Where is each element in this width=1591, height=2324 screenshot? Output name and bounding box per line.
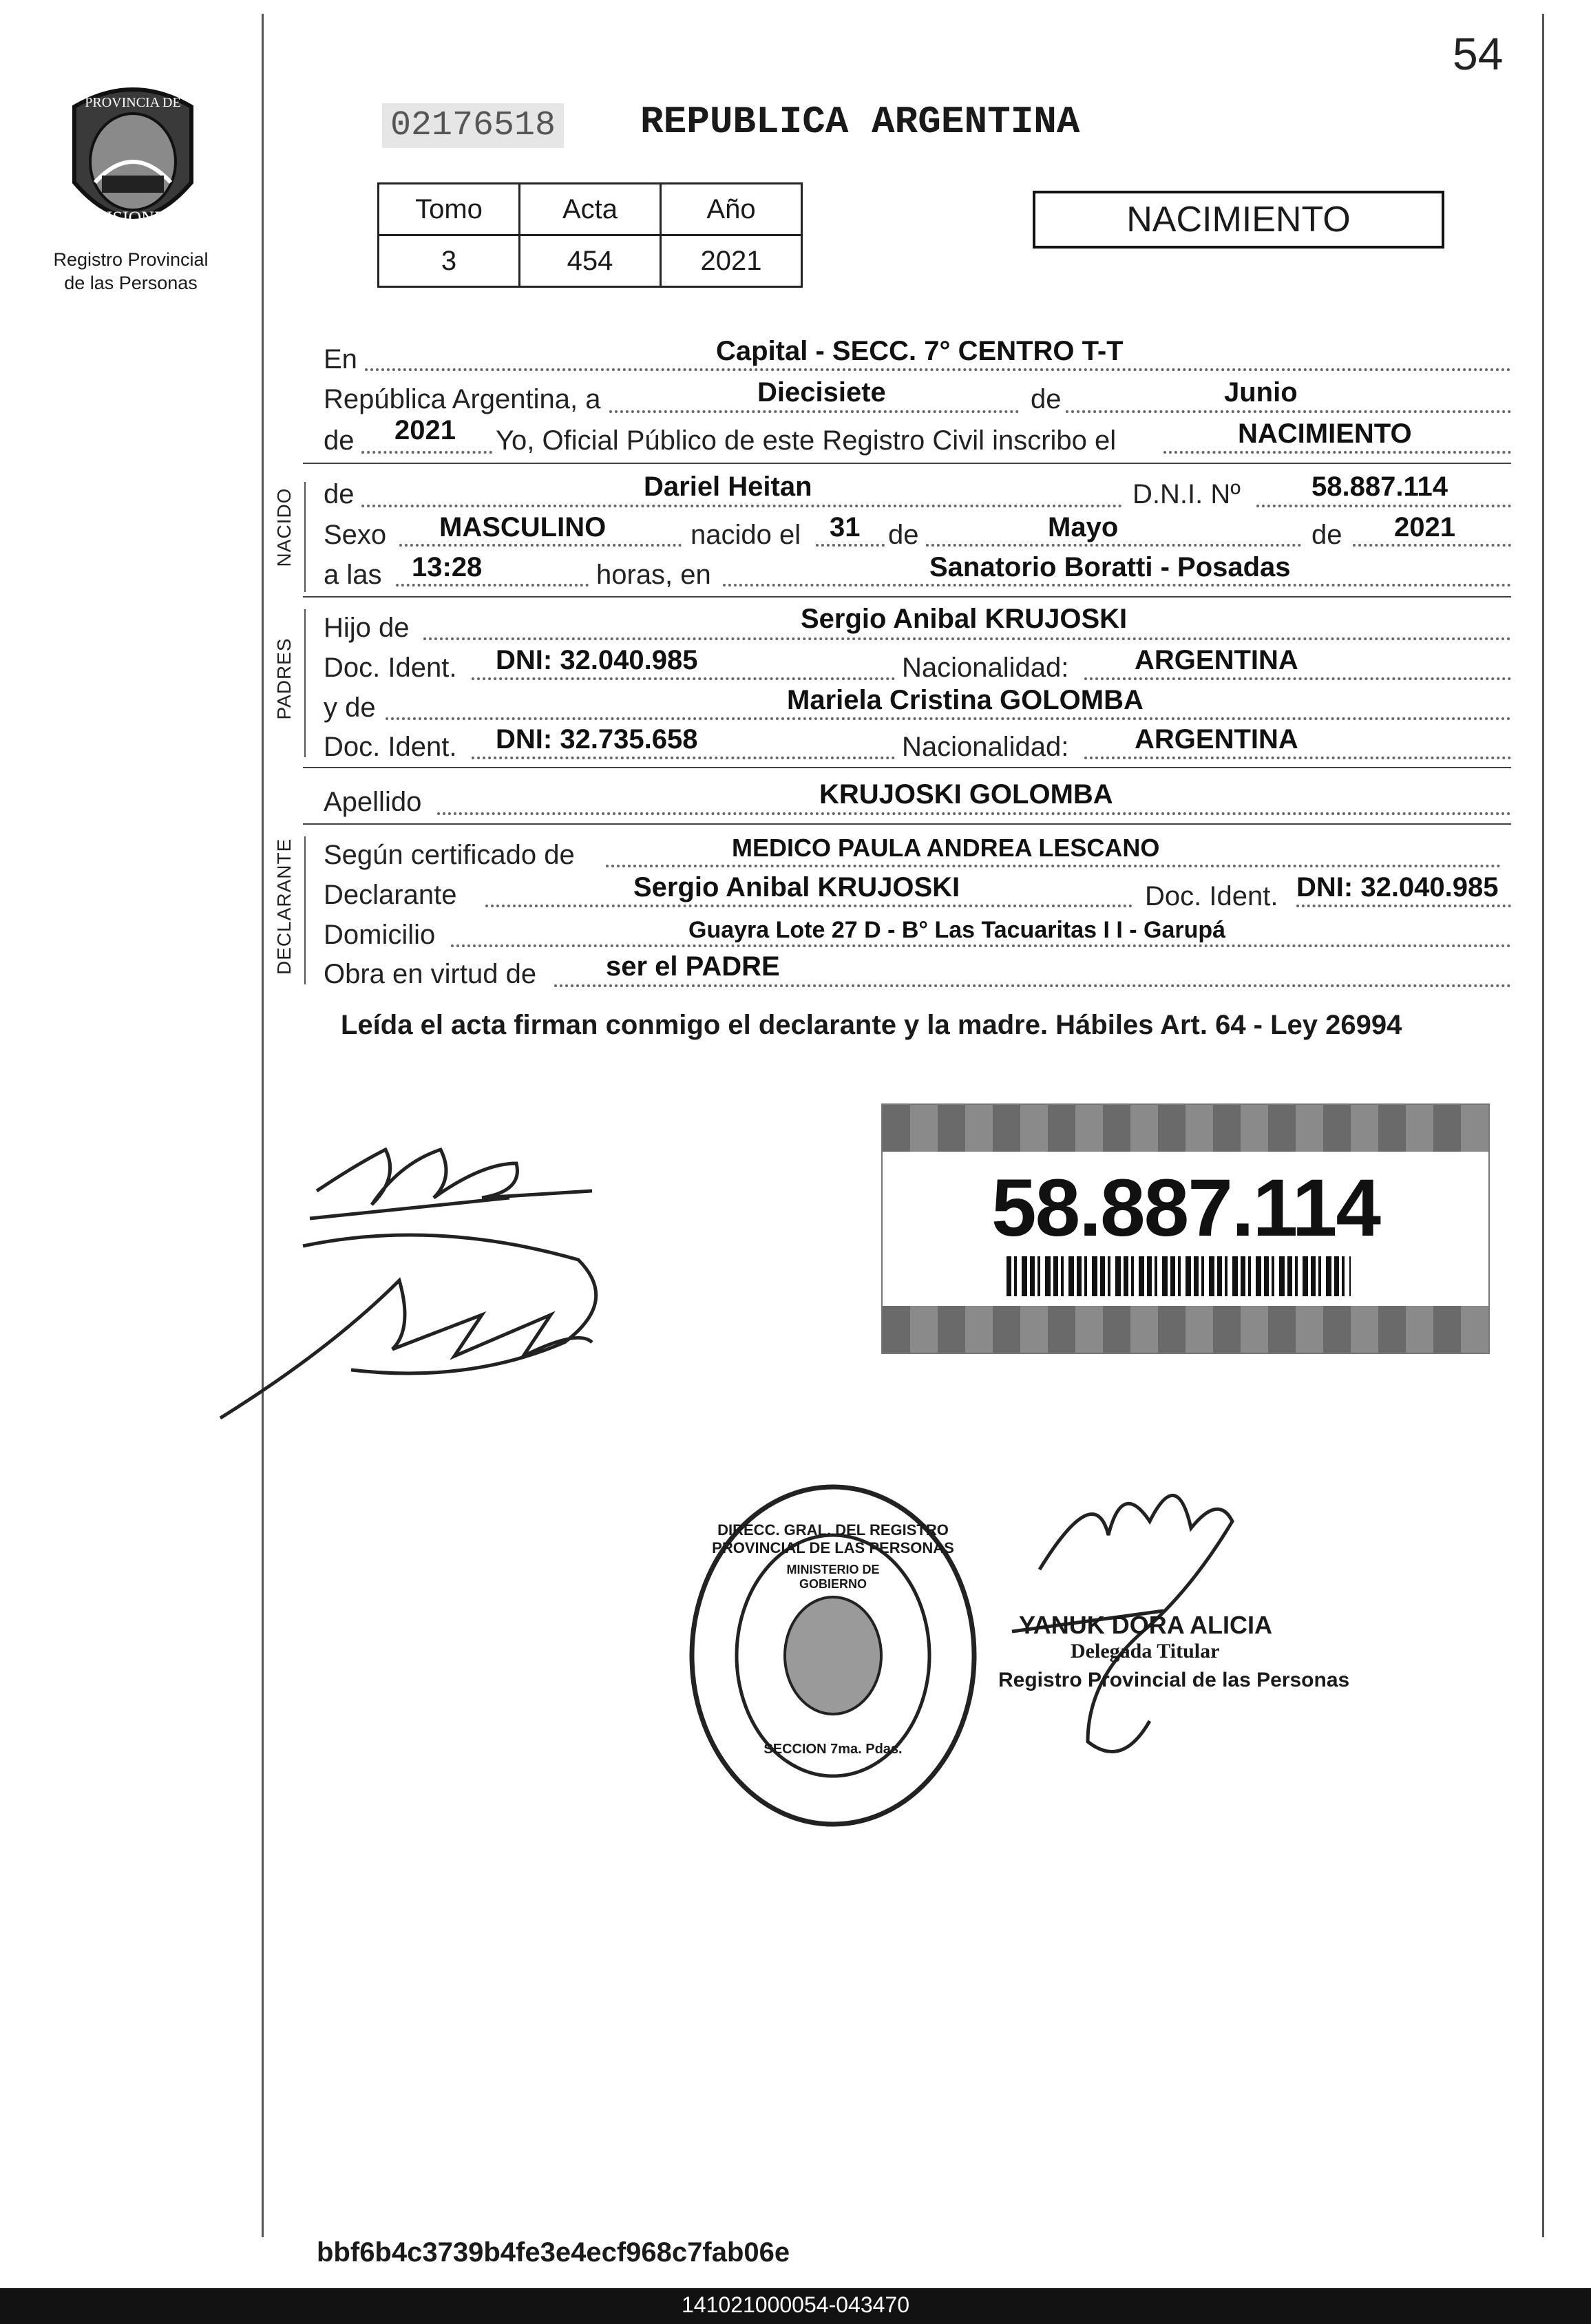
barcode-icon [1007,1256,1351,1296]
hijo-label: Hijo de [324,613,410,643]
nacido-section-bar [304,482,306,592]
de-label: de [1031,384,1062,414]
sticker-top-band [883,1105,1488,1152]
table-header: Acta [520,184,661,235]
registry-label [28,248,234,295]
doc2-value: DNI: 32.735.658 [496,724,698,754]
stamp-section-text: SECCION 7ma. Pdas. [763,1742,903,1757]
declarante-section-label: DECLARANTE [273,838,295,975]
record-table [377,182,803,288]
place-value: Sanatorio Boratti - Posadas [929,552,1291,582]
sticker-bottom-band [883,1306,1488,1353]
obra-label: Obra en virtud de [324,959,537,989]
sexo-label: Sexo [324,520,387,550]
table-cell: 3 [379,235,520,287]
de3-label: de [888,520,919,550]
doc3-value: DNI: 32.040.985 [1296,872,1499,902]
obra-value: ser el PADRE [606,951,780,982]
father-value: Sergio Anibal KRUJOSKI [801,604,1128,634]
horas-label: horas, en [596,560,711,590]
dni-value: 58.887.114 [1311,472,1448,502]
birth-day-value: 31 [830,512,861,542]
doc1-label: Doc. Ident. [324,653,457,683]
de2-label: de [324,425,355,456]
closing-text: Leída el acta firman conmigo el declarante y la madre. Hábiles Art. 64 - Ley 26994 [341,1010,1402,1040]
table-header: Tomo [379,184,520,235]
nac1-label: Nacionalidad: [902,653,1069,683]
doc1-value: DNI: 32.040.985 [496,645,698,675]
declarante-value: Sergio Anibal KRUJOSKI [633,872,960,902]
page-number: 54 [1453,28,1504,79]
year-value: 2021 [394,415,456,445]
inscribe-value: NACIMIENTO [1238,419,1412,449]
yo-label: Yo, Oficial Público de este Registro Civil inscribo el [496,425,1117,456]
mother-value: Mariela Cristina GOLOMBA [787,685,1144,715]
name-label: de [324,479,355,509]
sexo-value: MASCULINO [439,512,607,542]
padres-section-label: PADRES [273,637,295,720]
section-divider [303,767,1511,768]
dni-label: D.N.I. Nº [1132,479,1241,509]
apellido-label: Apellido [324,787,422,817]
official-office: Registro Provincial de las Personas [998,1669,1350,1691]
declarant-signature [193,1122,812,1439]
republica-label: República Argentina, a [324,384,601,414]
yde-label: y de [324,693,376,723]
nacido-section-label: NACIDO [273,487,295,567]
declarante-section-bar [304,836,306,984]
day-value: Diecisiete [757,377,886,408]
table-cell: 454 [520,235,661,287]
name-value: Dariel Heitan [644,472,812,502]
domicilio-label: Domicilio [324,920,436,950]
country-title: REPUBLICA ARGENTINA [640,100,1080,144]
dni-sticker [881,1103,1490,1354]
table-header: Año [661,184,802,235]
section-divider [303,596,1511,598]
official-title: Delegada Titular [1071,1640,1220,1662]
en-value: Capital - SECC. 7° CENTRO T-T [716,336,1124,366]
apellido-value: KRUJOSKI GOLOMBA [819,779,1113,810]
padres-section-bar [304,609,306,757]
nacido-el-label: nacido el [691,520,801,550]
birth-year-value: 2021 [1394,512,1455,542]
a-las-label: a las [324,560,382,590]
table-cell: 2021 [661,235,802,287]
registry-label-line1: Registro Provincial [53,249,209,270]
hash-text: bbf6b4c3739b4fe3e4ecf968c7fab06e [317,2237,790,2268]
sticker-number: 58.887.114 [991,1163,1380,1254]
birth-month-value: Mayo [1048,512,1119,542]
svg-text:MISIONES: MISIONES [90,208,176,228]
domicilio-value: Guayra Lote 27 D - B° Las Tacuaritas I I - Garupá [688,917,1226,943]
provincia-logo [61,79,205,251]
nac2-label: Nacionalidad: [902,732,1069,762]
seal-icon [61,79,205,251]
doc3-label: Doc. Ident. [1145,881,1278,911]
certificado-label: Según certificado de [324,840,575,870]
record-type-box: NACIMIENTO [1033,191,1444,249]
stamp-inner-text: MINISTERIO DE GOBIERNO [786,1563,880,1591]
svg-text:PROVINCIA DE: PROVINCIA DE [85,95,181,110]
doc2-label: Doc. Ident. [324,732,457,762]
official-name: YANUK DORA ALICIA [1019,1611,1273,1639]
section-divider [303,823,1511,825]
en-label: En [324,344,357,374]
official-stamp [685,1480,981,1831]
right-frame-line [1542,14,1544,2237]
declarante-label: Declarante [324,880,457,910]
section-divider [303,463,1511,464]
serial-number: 02176518 [382,103,564,148]
stamp-outer-text: DIRECC. GRAL. DEL REGISTRO PROVINCIAL DE LAS PERSONAS [712,1521,954,1556]
month-value: Junio [1224,377,1298,408]
nac2-value: ARGENTINA [1135,724,1298,754]
de4-label: de [1311,520,1342,550]
registry-label-line2: de las Personas [64,273,198,293]
footer-code: 141021000054-043470 [682,2292,909,2317]
certificado-value: MEDICO PAULA ANDREA LESCANO [732,834,1160,862]
nac1-value: ARGENTINA [1135,645,1298,675]
time-value: 13:28 [412,552,483,582]
